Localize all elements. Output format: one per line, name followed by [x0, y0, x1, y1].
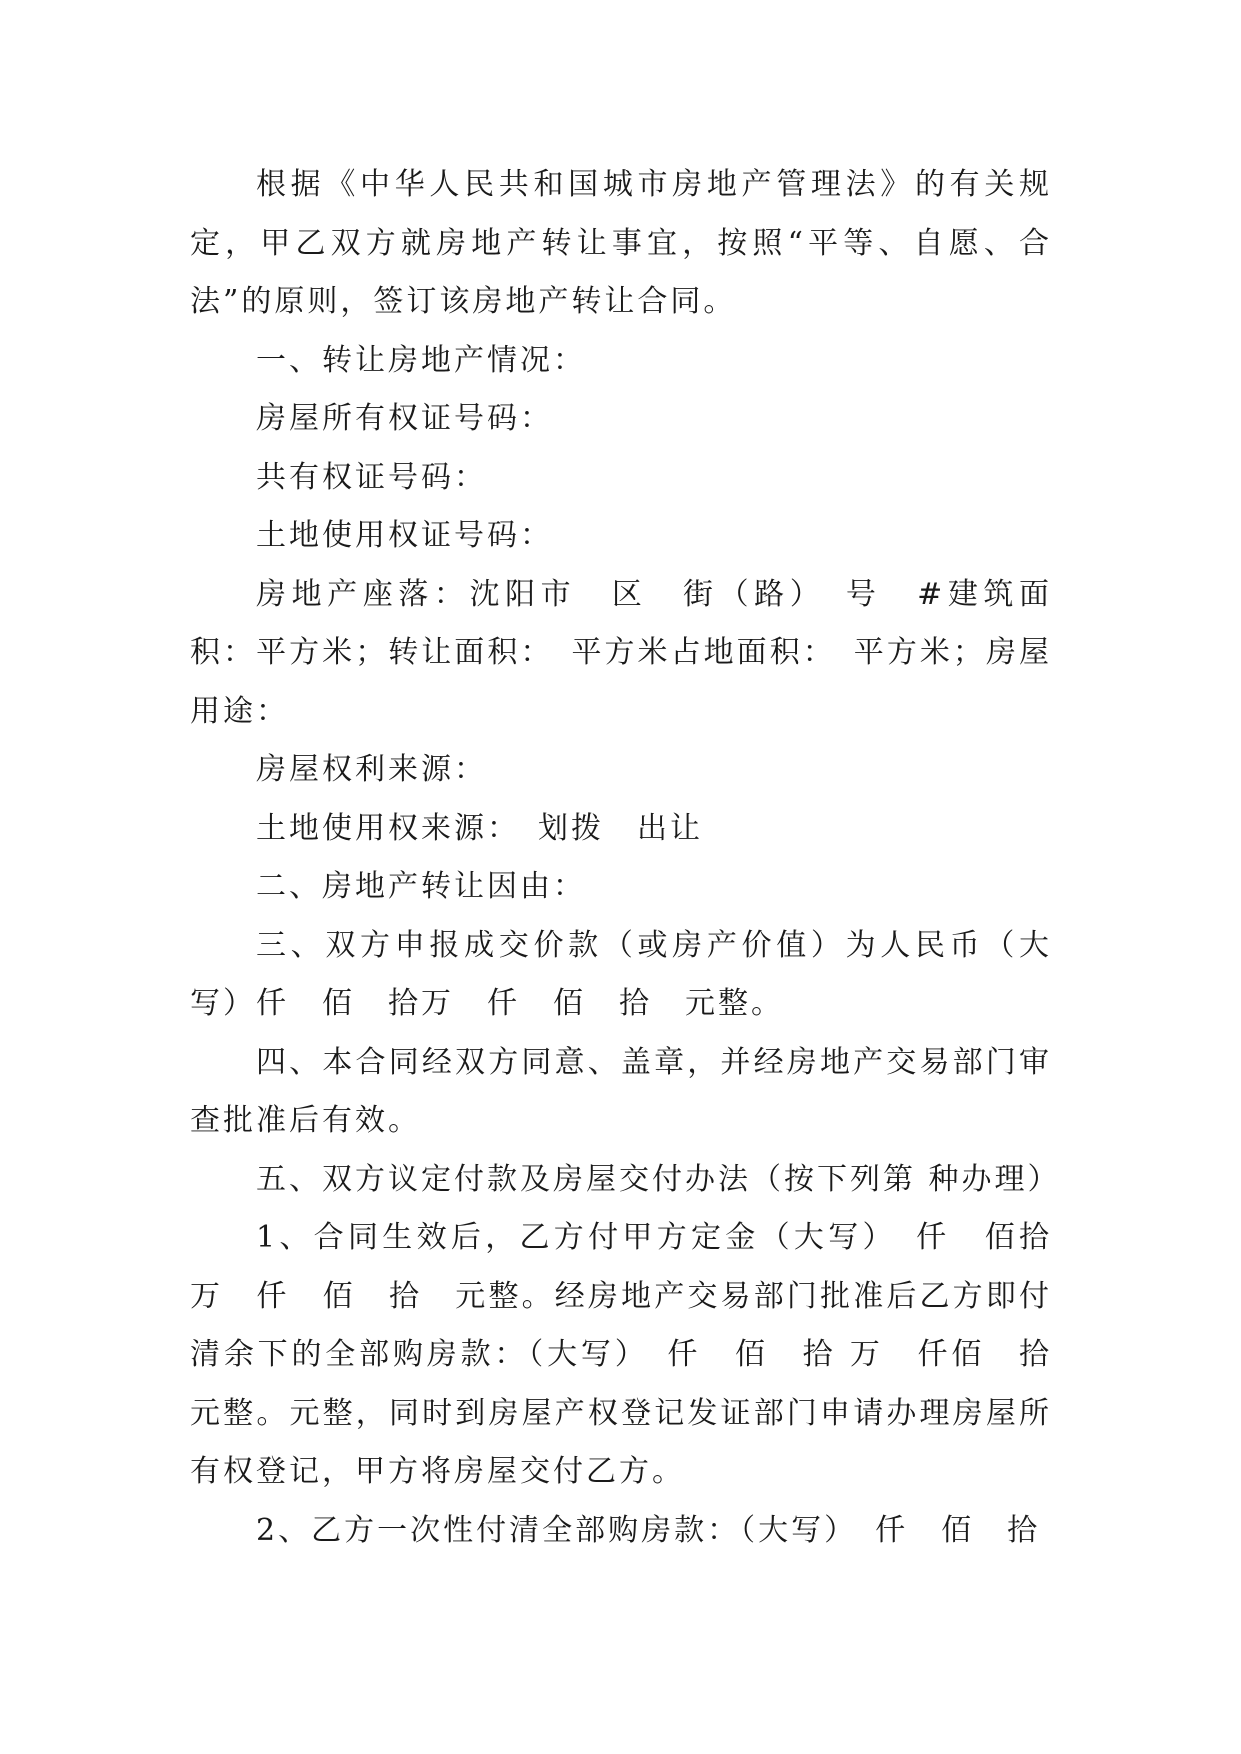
paragraph-intro: 根据《中华人民共和国城市房地产管理法》的有关规定，甲乙双方就房地产转让事宜，按照“平等、自愿、合法”的原则，签订该房地产转让合同。: [190, 167, 1052, 319]
paragraph-coownership-cert: 共有权证号码：: [256, 459, 487, 495]
paragraph-section-1-heading: 一、转让房地产情况：: [256, 342, 586, 378]
paragraph-section-3-price: 三、双方申报成交价款（或房产价值）为人民币（大写）仟 佰 拾万 仟 佰 拾 元整。: [190, 927, 1052, 1021]
paragraph-ownership-cert: 房屋所有权证号码：: [256, 401, 553, 436]
paragraph-land-use-cert: 土地使用权证号码：: [256, 518, 553, 553]
paragraph-rights-source: 房屋权利来源：: [256, 752, 487, 787]
contract-body: [190, 156, 1085, 1560]
paragraph-section-4-validity: 四、本合同经双方同意、盖章，并经房地产交易部门审查批准后有效。: [190, 1044, 1052, 1138]
paragraph-payment-option-1: 1、合同生效后，乙方付甲方定金（大写） 仟 佰拾 万 仟 佰 拾 元整。经房地产交易部门批准后乙方即付清余下的全部购房款：（大写） 仟 佰 拾 万 仟佰 拾 元整。元整，同时到房屋产权登记发证部门申请办理房屋所有权登记，甲方将房屋交付乙方。: [190, 1220, 1085, 1489]
paragraph-payment-option-2: 2、乙方一次性付清全部购房款：（大写） 仟 佰 拾: [256, 1512, 1041, 1548]
paragraph-property-location: 房地产座落：沈阳市 区 街（路） 号 #建筑面积：平方米；转让面积： 平方米占地面积： 平方米；房屋用途：: [190, 576, 1052, 729]
paragraph-land-rights-source: 土地使用权来源： 划拨 出让: [256, 810, 703, 846]
paragraph-section-2-heading: 二、房地产转让因由：: [256, 869, 586, 904]
paragraph-section-5-heading: 五、双方议定付款及房屋交付办法（按下列第 种办理）: [256, 1161, 1061, 1197]
